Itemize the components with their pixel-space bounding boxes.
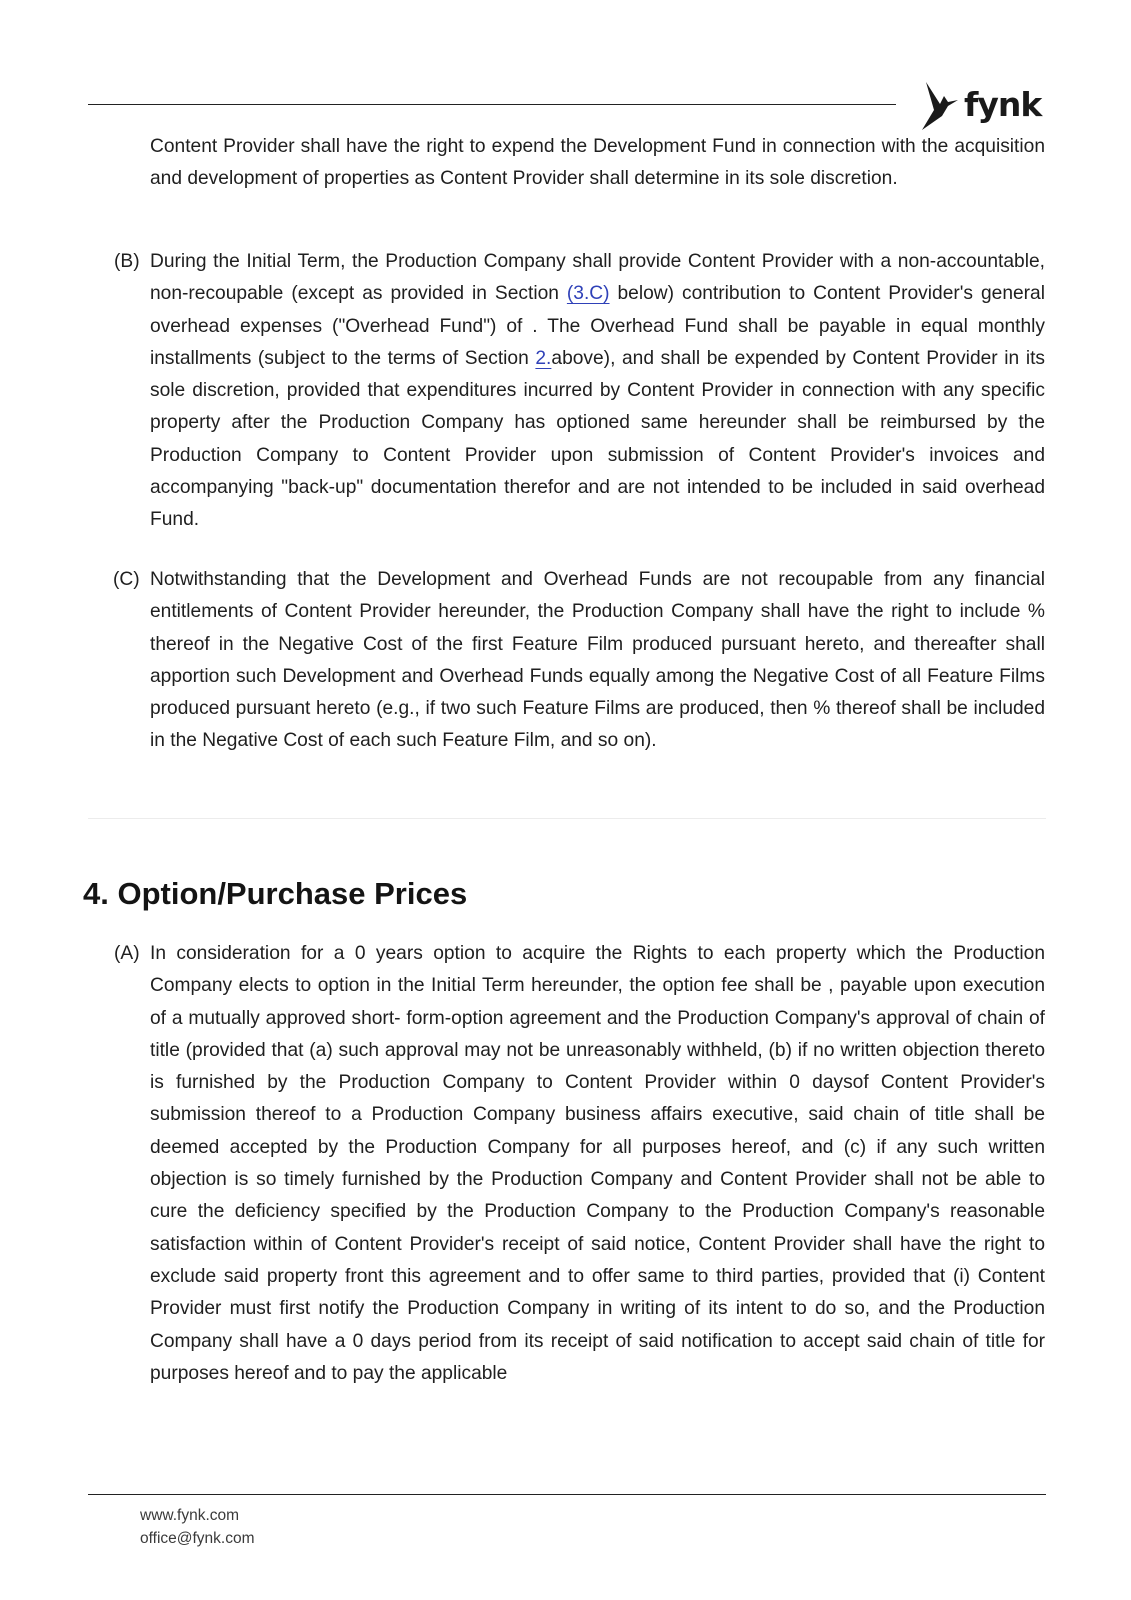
header-rule [88, 104, 896, 105]
item-b-text-3: above), and shall be expended by Content Provider in its sole discretion, provided that expenditures incurred by Content Provider in connection with any specific property after the Production Company has optioned same hereunder shall be reimbursed by the Production Company to Content Provider upon submission of Content Provider's invoices and accompanying "back-up" documentation therefor and are not intended to be included in said overhead Fund. [150, 347, 1046, 531]
item-c-paragraph: Notwithstanding that the Development and Overhead Funds are not recoupable from any financial entitlements of Content Provider hereunder, the Production Company shall have the right to include % thereof in the Negative Cost of the first Feature Film produced pursuant hereto, and thereafter shall apportion such Development and Overhead Funds equally among the Negative Cost of all Feature Films produced pursuant hereto (e.g., if two such Feature Films are produced, then % thereof shall be included in the Negative Cost of each such Feature Film, and so on). [150, 569, 1045, 752]
section-divider [88, 818, 1046, 819]
section-3c-link[interactable]: (3.C) [566, 283, 610, 305]
footer-rule [88, 1494, 1046, 1495]
item-a-label: (A) [114, 943, 140, 964]
item-b-text-2: below) contribution to Content Provider's general overhead expenses ("Overhead Fund") of . The Overhead Fund shall be payable in equal monthly installments (subject to the terms of Section [150, 283, 1045, 369]
item-a-paragraph: In consideration for a 0 years option to acquire the Rights to each property which the Production Company elects to option in the Initial Term hereunder, the option fee shall be , payable upon execution of a mutually approved short- form-option agreement and the Production Company's approval of chain of title (provided that (a) such approval may not be unreasonably withheld, (b) if no written objection thereto is furnished by the Production Company to Content Provider within 0 daysof Content Provider's submission thereof to a Production Company business affairs executive, said chain of title shall be deemed accepted by the Production Company for all purposes hereof, and (c) if any such written objection is so timely furnished by the Production Company and Content Provider shall not be able to cure the deficiency specified by the Production Company to the Production Company's reasonable satisfaction within of Content Provider's receipt of said notice, Content Provider shall have the right to exclude said property front this agreement and to offer same to third parties, provided that (i) Content Provider must first notify the Production Company in writing of its intent to do so, and the Production Company shall have a 0 days period from its receipt of said notification to accept said chain of title for purposes hereof and to pay the applicable [150, 943, 1045, 1384]
footer-email[interactable]: office@fynk.com [140, 1530, 255, 1547]
brand-logo [918, 80, 1041, 132]
section3-continuation-paragraph: Content Provider shall have the right to expend the Development Fund in connection with the acquisition and development of properties as Content Provider shall determine in its sole discretion. [150, 136, 1045, 190]
footer-website[interactable]: www.fynk.com [140, 1507, 240, 1524]
item-b-text-1: During the Initial Term, the Production Company shall provide Content Provider with a non-accountable, non-recoupable (except as provided in Section [150, 251, 1045, 305]
item-b-label: (B) [114, 251, 140, 272]
bird-logo-icon [918, 80, 960, 132]
item-c-label: (C) [113, 569, 140, 590]
section-4-title: 4. Option/Purchase Prices [83, 876, 468, 911]
item-b-paragraph [150, 246, 1045, 537]
brand-name: fynk [964, 84, 1042, 124]
section-2-link[interactable]: 2. [535, 347, 552, 369]
